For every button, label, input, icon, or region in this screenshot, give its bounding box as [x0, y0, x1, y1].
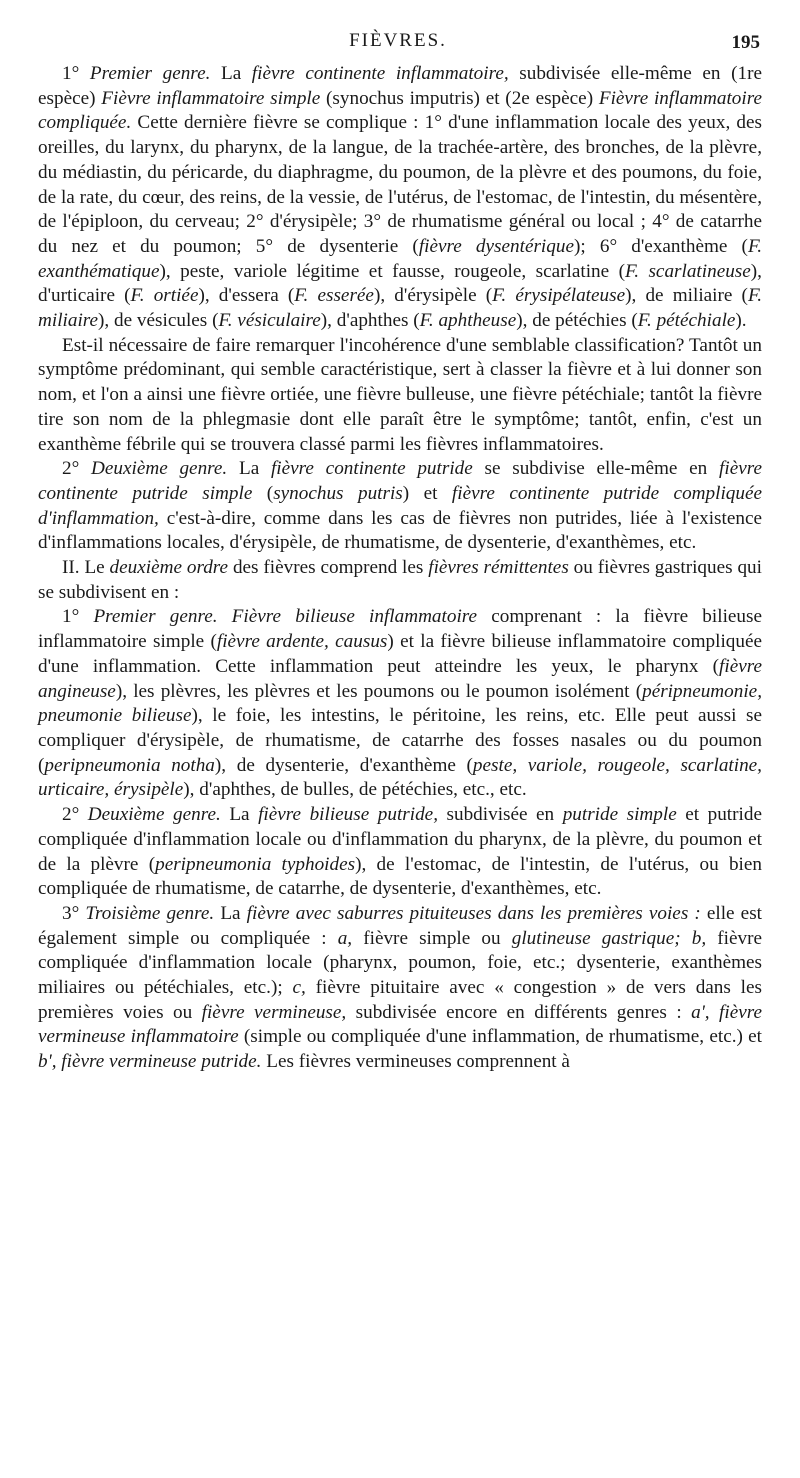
italic-run: fièvres rémittentes — [428, 557, 569, 579]
text-run: Les fièvres vermineuses comprennent à — [261, 1051, 570, 1073]
italic-run: F. pétéchiale — [637, 310, 736, 332]
italic-run: fièvre continente putride simple — [38, 458, 762, 504]
italic-run: c, — [292, 977, 306, 999]
text-run: subdivisée en — [438, 804, 563, 826]
text-run: ), de pétéchies ( — [516, 310, 638, 332]
italic-run: F. érysipélateuse — [492, 285, 626, 307]
italic-run: Premier genre. Fièvre bilieuse inflammatoire — [93, 606, 478, 628]
italic-run: b, — [691, 927, 707, 949]
italic-run: fièvre bilieuse putride, — [258, 804, 438, 826]
running-title: FIÈVRES. — [349, 30, 447, 51]
text-run: ), d'érysipèle ( — [373, 285, 493, 307]
italic-run: F. scarlatineuse — [624, 260, 751, 282]
italic-run: F. aphtheuse — [419, 310, 517, 332]
text-run: c'est-à-dire, comme dans les cas de fièvres non putrides, liée à l'existence d'inflammations locales, d'érysipèle, de rhumatisme, de dysenterie, d'exanthèmes, etc. — [38, 507, 762, 554]
text-run: comprenant : la fièvre bilieuse inflammatoire simple ( — [38, 606, 762, 653]
paragraph — [38, 803, 762, 902]
italic-run: Fièvre inflammatoire compliquée. — [38, 87, 762, 134]
italic-run: synochus putris — [273, 482, 403, 504]
italic-run: F. esserée — [294, 285, 374, 307]
italic-run: F. vésiculaire — [218, 310, 321, 332]
italic-run: fièvre vermineuse, — [201, 1001, 347, 1023]
text-run: ), de vésicules ( — [98, 310, 219, 332]
text-run: La — [214, 902, 247, 924]
text-run: (synochus imputris) et (2e espèce) — [320, 87, 599, 109]
text-run: ), de l'estomac, de l'intestin, de l'utérus, ou bien compliquée de rhumatisme, de catarrhe, de dysenterie, d'exanthèmes, etc. — [38, 853, 762, 900]
text-run: ) et — [402, 482, 452, 504]
paragraph — [38, 902, 762, 1075]
text-run: 2° — [62, 458, 92, 480]
text-run: ), les plèvres, les plèvres et les poumons ou le poumon isolément ( — [115, 680, 643, 702]
italic-run: F. miliaire — [38, 285, 762, 332]
italic-run: Troisième genre. — [85, 902, 215, 924]
text-run: 1° — [62, 63, 90, 84]
italic-run: Fièvre inflammatoire simple — [101, 87, 321, 109]
text-run: La — [210, 63, 252, 84]
text-run: des fièvres comprend les — [228, 557, 429, 579]
italic-run: fièvre avec saburres pituiteuses dans les premières voies : — [246, 902, 701, 924]
page-body — [38, 62, 762, 1075]
text-run: ( — [252, 482, 274, 504]
page-number: 195 — [731, 32, 760, 53]
text-run: ). — [735, 310, 747, 332]
italic-run: peripneumonia typhoides — [155, 853, 356, 875]
text-run: ou fièvres gastriques qui se subdivisent en : — [38, 557, 762, 603]
paragraph — [38, 556, 762, 605]
italic-run: b', — [38, 1051, 57, 1073]
text-run: se subdivise elle-même en — [472, 458, 720, 480]
text-run: ); 6° d'exanthème ( — [573, 235, 748, 257]
text-run: 2° — [62, 804, 88, 826]
text-run: Cette dernière fièvre se complique : 1° d'une inflammation locale des yeux, des oreilles, du larynx, du pharynx, de la langue, de la trachée-artère, des bronches, de la plèvre, du médiastin, du péricarde, du diaphragme, du poumon, de la plèvre et des poumons, du foie, de la rate, du cœur, des reins, de la vessie, de l'utérus, de l'estomac, de l'intestin, du mésentère, de l'épiploon, du cerveau; 2° d'érysipèle; 3° de rhumatisme général ou local ; 4° de catarrhe du nez et du poumon; 5° de dysenterie ( — [38, 112, 762, 257]
paragraph — [38, 334, 762, 458]
italic-run: peste, variole, rougeole, scarlatine, urticaire, érysipèle — [38, 754, 762, 801]
italic-run: peripneumonia notha — [44, 754, 215, 776]
italic-run: fièvre vermineuse putride. — [61, 1051, 262, 1073]
italic-run: Premier genre. — [89, 63, 211, 84]
text-run: La — [227, 458, 271, 480]
text-run: ), d'aphthes, de bulles, de pétéchies, etc., etc. — [183, 779, 527, 801]
italic-run: fièvre continente putride compliquée d'inflammation, — [38, 482, 762, 529]
italic-run: Deuxième genre. — [91, 458, 228, 480]
text-run: fièvre pituitaire avec « congestion » de vers dans les premières voies ou — [38, 977, 762, 1023]
italic-run: a', — [691, 1001, 710, 1023]
italic-run: fièvre angineuse — [38, 655, 762, 702]
paragraph — [38, 62, 762, 334]
italic-run: F. exanthématique — [38, 235, 762, 282]
text-run: 1° — [62, 606, 94, 628]
text-run: subdivisée encore en différents genres : — [346, 1001, 692, 1023]
text-run: ), d'aphthes ( — [320, 310, 420, 332]
text-run: et putride compliquée d'inflammation locale ou d'inflammation du pharynx, de la plèvre, du poumon et de la plèvre ( — [38, 804, 762, 875]
italic-run: fièvre ardente, causus — [216, 631, 388, 653]
italic-run: péripneumonie, pneumonie bilieuse — [38, 680, 762, 727]
italic-run: fièvre continente putride — [270, 458, 473, 480]
text-run — [710, 1002, 719, 1023]
text-run: 3° — [62, 902, 86, 924]
italic-run: a, — [337, 927, 353, 949]
italic-run: fièvre continente inflammatoire, — [251, 63, 509, 84]
page-header — [36, 30, 760, 60]
text-run: fièvre simple ou — [352, 927, 512, 949]
italic-run: putride simple — [562, 804, 677, 826]
text-run: subdivisée elle-même en (1re espèce) — [38, 63, 762, 109]
text-run: ) et la fièvre bilieuse inflammatoire compliquée d'une inflammation. Cette inflammation peut atteindre les yeux, le pharynx ( — [38, 631, 762, 677]
italic-run: Deuxième genre. — [87, 804, 221, 826]
italic-run: glutineuse gastrique; — [511, 927, 681, 949]
paragraph — [38, 457, 762, 556]
text-run: Est-il nécessaire de faire remarquer l'incohérence d'une semblable classification? Tantôt un symptôme prédominant, qui semble caractéristique, sert à classer la fièvre et à lui donner son nom, et l'on a ainsi une fièvre ortiée, une fièvre bulleuse, une fièvre pétéchiale; tantôt la fièvre tire son nom de la phlegmasie dont elle paraît être le symptôme; tantôt, enfin, c'est un exanthème fébrile qui se trouvera classé parmi les fièvres inflammatoires. — [38, 334, 762, 455]
text-run: ), de dysenterie, d'exanthème ( — [214, 754, 473, 776]
text-run: elle est également simple ou compliquée : — [38, 902, 762, 949]
text-run: ), le foie, les intestins, le péritoine, les reins, etc. Elle peut aussi se compliquer d'érysipèle, de rhumatisme, de catarrhe des fosses nasales ou du poumon ( — [38, 705, 763, 776]
text-run: II. Le — [62, 557, 110, 579]
italic-run: fièvre dysentérique — [418, 235, 574, 257]
text-run: ), peste, variole légitime et fausse, rougeole, scarlatine ( — [159, 260, 625, 282]
text-run: La — [220, 804, 259, 826]
italic-run: fièvre vermineuse inflammatoire — [38, 1001, 762, 1048]
text-run: ), d'urticaire ( — [38, 260, 762, 307]
text-run: ), d'essera ( — [198, 285, 295, 307]
text-run: (simple ou compliquée d'une inflammation, de rhumatisme, etc.) et — [238, 1026, 763, 1048]
text-run: fièvre compliquée d'inflammation locale (pharynx, poumon, foie, etc.; dysenterie, exanthèmes miliaires ou pétéchiales, etc.); — [38, 927, 763, 999]
paragraph — [38, 605, 762, 803]
text-run: ), de miliaire ( — [625, 285, 748, 307]
text-run — [681, 928, 692, 949]
italic-run: F. ortiée — [130, 285, 199, 307]
italic-run: deuxième ordre — [109, 557, 229, 579]
